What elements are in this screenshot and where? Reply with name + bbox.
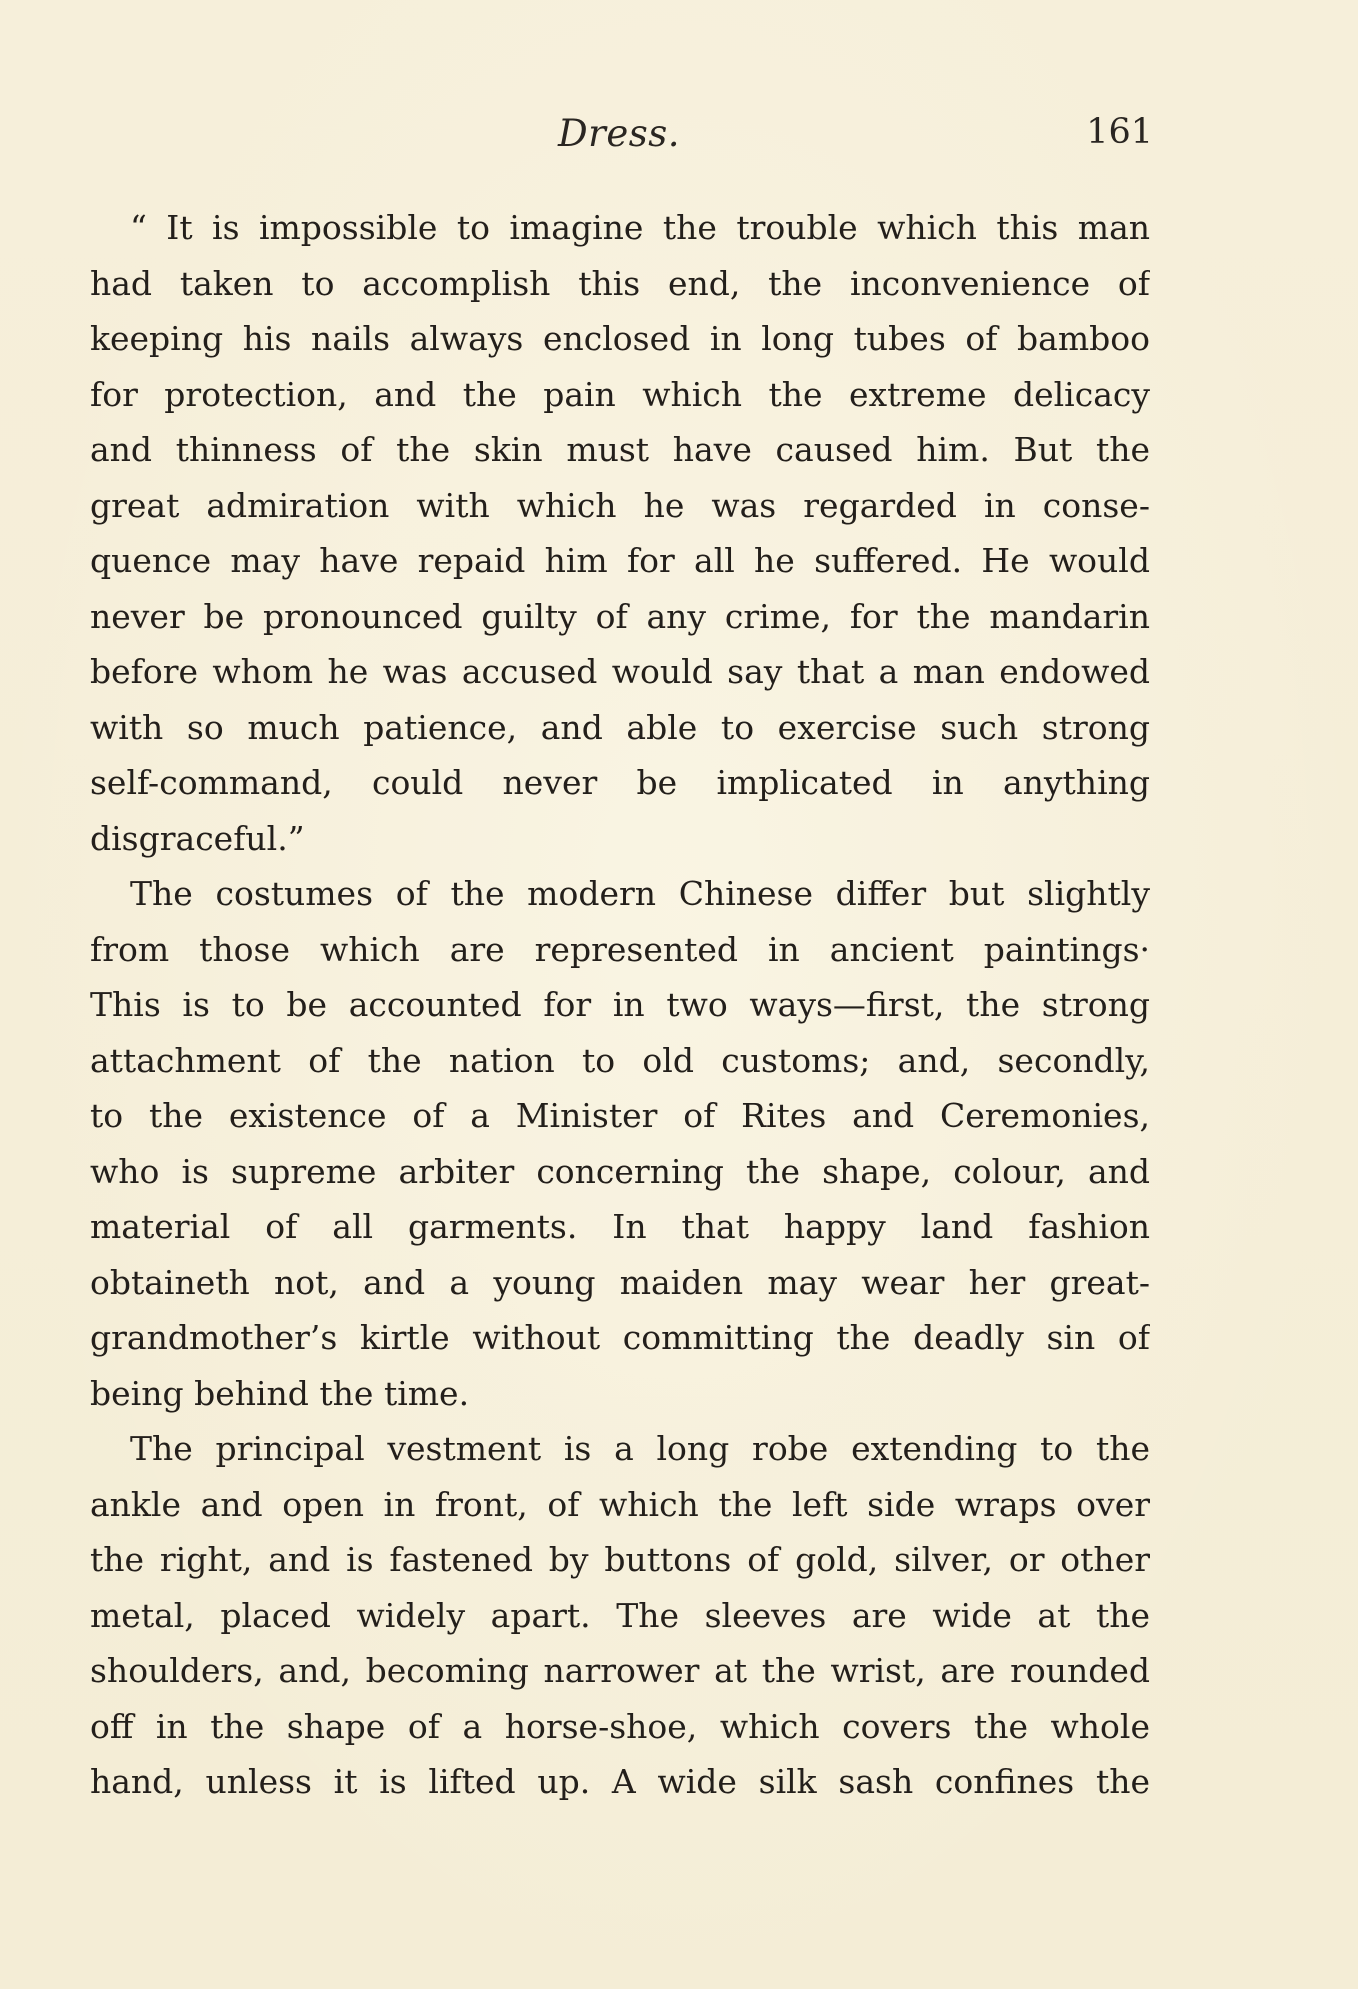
- text-line: keeping his nails always enclosed in long tubes of bamboo: [90, 319, 1150, 358]
- text-line: The principal vestment is a long robe extending to the: [130, 1429, 1150, 1468]
- text-line: metal, placed widely apart. The sleeves are wide at the: [90, 1595, 1150, 1635]
- paragraph-1: [90, 200, 1150, 866]
- text-line: attachment of the nation to old customs; and, secondly,: [90, 1040, 1150, 1080]
- text-line: and thinness of the skin must have caused him. But the: [90, 430, 1150, 469]
- body-text: [90, 200, 1150, 1810]
- text-line: This is to be accounted for in two ways—first, the strong: [90, 985, 1150, 1024]
- text-line: great admiration with which he was regarded in conse-: [90, 485, 1150, 525]
- text-line: disgraceful.”: [90, 818, 305, 858]
- text-line: self-command, could never be implicated in anything: [90, 763, 1150, 802]
- text-line: ankle and open in front, of which the left side wraps over: [90, 1484, 1150, 1524]
- text-line: off in the shape of a horse-shoe, which covers the whole: [90, 1706, 1150, 1746]
- text-line: with so much patience, and able to exercise such strong: [90, 707, 1150, 747]
- text-line: from those which are represented in ancient paintings·: [90, 929, 1150, 969]
- text-line: hand, unless it is lifted up. A wide silk sash confines the: [90, 1762, 1150, 1801]
- text-line: the right, and is fastened by buttons of gold, silver, or other: [90, 1540, 1150, 1579]
- text-line: obtaineth not, and a young maiden may wear her great-: [90, 1262, 1150, 1302]
- running-head: [90, 112, 1153, 172]
- text-line: grandmother’s kirtle without committing the deadly sin of: [90, 1318, 1150, 1357]
- text-line: had taken to accomplish this end, the inconvenience of: [90, 263, 1150, 303]
- page-number: 161: [1086, 112, 1153, 152]
- text-line: being behind the time.: [90, 1373, 470, 1413]
- text-line: who is supreme arbiter concerning the shape, colour, and: [90, 1151, 1150, 1191]
- text-line: The costumes of the modern Chinese differ but slightly: [130, 874, 1150, 913]
- text-line: quence may have repaid him for all he suffered. He would: [90, 541, 1150, 580]
- paragraph-3: [90, 1421, 1150, 1810]
- text-line: before whom he was accused would say that a man endowed: [90, 652, 1150, 691]
- text-line: to the existence of a Minister of Rites and Ceremonies,: [90, 1096, 1150, 1135]
- paragraph-2: [90, 866, 1150, 1421]
- text-line: never be pronounced guilty of any crime, for the mandarin: [90, 596, 1150, 636]
- chapter-title: Dress.: [558, 112, 680, 155]
- text-line: “ It is impossible to imagine the trouble which this man: [130, 208, 1150, 247]
- text-line: for protection, and the pain which the extreme delicacy: [90, 374, 1150, 414]
- text-line: shoulders, and, becoming narrower at the wrist, are rounded: [90, 1651, 1150, 1690]
- text-line: material of all garments. In that happy land fashion: [90, 1207, 1150, 1246]
